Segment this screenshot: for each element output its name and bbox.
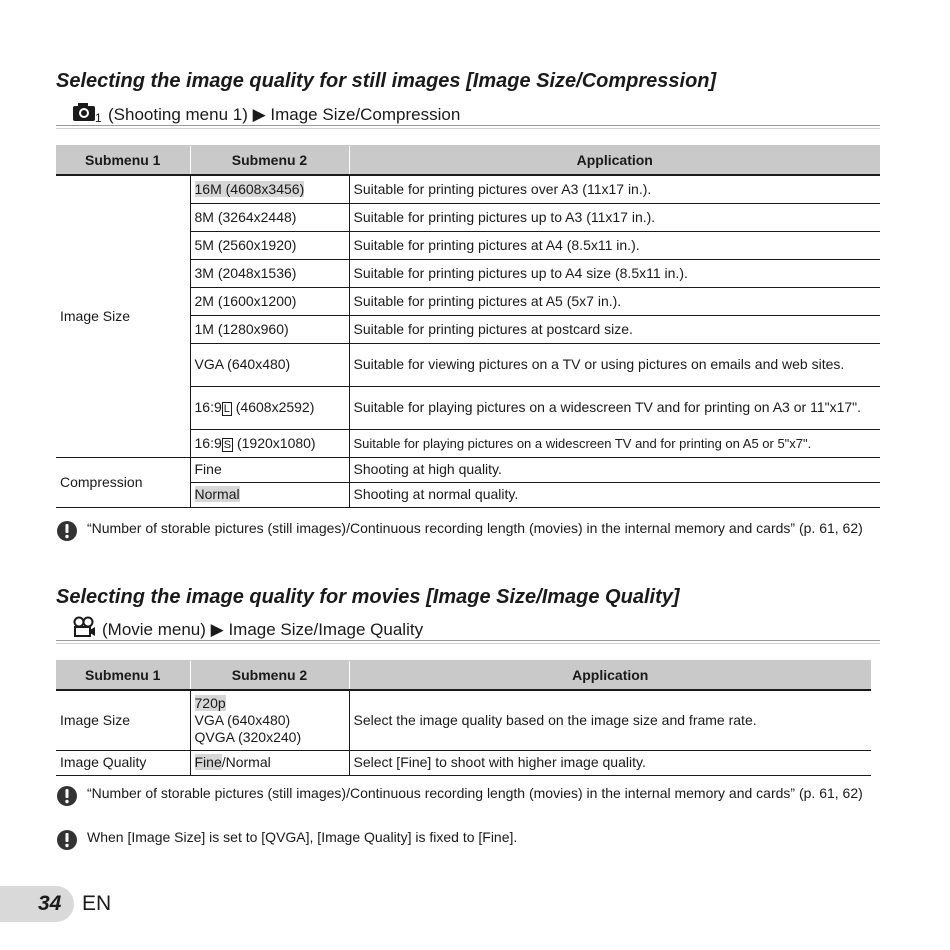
table-header-row: [56, 146, 880, 176]
menu-path-text: (Movie menu) ▶ Image Size/Image Quality: [102, 620, 424, 639]
submenu2-cell: 8M (3264x2448): [190, 203, 349, 231]
header-submenu2: Submenu 2: [190, 661, 349, 691]
header-submenu1: Submenu 1: [56, 146, 190, 176]
application-cell: Suitable for viewing pictures on a TV or using pictures on emails and web sites.: [349, 343, 880, 386]
section-title-still: Selecting the image quality for still images [Image Size/Compression]: [56, 70, 717, 92]
default-option-highlight: Normal: [194, 486, 240, 502]
camera-icon: [72, 101, 102, 128]
language-code: EN: [82, 892, 112, 915]
menu-path-shooting: [56, 101, 880, 131]
submenu2-cell: VGA (640x480): [190, 343, 349, 386]
application-cell: Suitable for printing pictures up to A3 (11x17 in.).: [349, 203, 880, 231]
note-text: “Number of storable pictures (still images)/Continuous recording length (movies) in the internal memory and cards” (p. 61, 62): [87, 785, 863, 801]
submenu2-cell: 2M (1600x1200): [190, 287, 349, 315]
submenu2-cell: Fine: [190, 457, 349, 482]
exclamation-icon: [56, 520, 78, 542]
submenu2-cell: [190, 482, 349, 507]
section-title-movies: Selecting the image quality for movies [Image Size/Image Quality]: [56, 586, 680, 608]
table-row: [56, 750, 871, 775]
note-text: “Number of storable pictures (still images)/Continuous recording length (movies) in the internal memory and cards” (p. 61, 62): [87, 520, 863, 536]
submenu2-cell: [190, 175, 349, 203]
submenu1-image-size: Image Size: [56, 690, 190, 750]
submenu2-cell: 720p VGA (640x480) QVGA (320x240): [190, 690, 349, 750]
application-cell: Shooting at normal quality.: [349, 482, 880, 507]
submenu2-cell: 16:9 L (4608x2592): [190, 386, 349, 429]
application-cell: Suitable for playing pictures on a widescreen TV and for printing on A3 or 11"x17".: [349, 386, 880, 429]
menu-path-text: (Shooting menu 1) ▶ Image Size/Compression: [108, 105, 461, 124]
header-application: Application: [349, 146, 880, 176]
header-submenu2: Submenu 2: [190, 146, 349, 176]
application-cell: Select [Fine] to shoot with higher image quality.: [349, 750, 871, 775]
application-cell: Suitable for playing pictures on a widescreen TV and for printing on A5 or 5"x7".: [349, 429, 880, 457]
application-cell: Suitable for printing pictures at postcard size.: [349, 315, 880, 343]
note-text: When [Image Size] is set to [QVGA], [Image Quality] is fixed to [Fine].: [87, 829, 518, 845]
application-cell: Suitable for printing pictures at A5 (5x7 in.).: [349, 287, 880, 315]
default-option-highlight: Fine: [194, 754, 222, 770]
default-option-highlight: 720p: [194, 694, 226, 711]
page-number-badge: [0, 886, 74, 922]
widescreen-large-icon: L: [223, 403, 230, 415]
menu-path-movie: [56, 616, 880, 646]
submenu2-cell: 16:9 S (1920x1080): [190, 429, 349, 457]
submenu2-cell: 3M (2048x1536): [190, 259, 349, 287]
application-cell: Select the image quality based on the image size and frame rate.: [349, 690, 871, 750]
widescreen-small-icon: S: [223, 438, 232, 451]
table-row: [56, 175, 880, 203]
table-row: [56, 457, 880, 482]
submenu1-image-size: Image Size: [56, 175, 190, 457]
note-qvga-fixed: [56, 829, 876, 846]
movie-quality-table: [56, 660, 871, 776]
table-header-row: [56, 661, 871, 691]
submenu2-cell: 5M (2560x1920): [190, 231, 349, 259]
exclamation-icon: [56, 829, 78, 851]
movie-camera-icon: [72, 616, 96, 643]
header-submenu1: Submenu 1: [56, 661, 190, 691]
table-row: [56, 690, 871, 750]
submenu2-cell: 1M (1280x960): [190, 315, 349, 343]
application-cell: Suitable for printing pictures up to A4 size (8.5x11 in.).: [349, 259, 880, 287]
still-quality-table: [56, 145, 880, 508]
submenu1-image-quality: Image Quality: [56, 750, 190, 775]
menu-number: 1: [95, 111, 102, 123]
default-option-highlight: 16M (4608x3456): [194, 180, 305, 197]
application-cell: Suitable for printing pictures over A3 (11x17 in.).: [349, 175, 880, 203]
note-storable-pictures: [56, 520, 876, 537]
page-number: 34: [38, 892, 62, 915]
application-cell: Shooting at high quality.: [349, 457, 880, 482]
header-application: Application: [349, 661, 871, 691]
submenu2-cell: Fine/Normal: [190, 750, 349, 775]
submenu1-compression: Compression: [56, 457, 190, 507]
note-storable-pictures: [56, 785, 876, 802]
exclamation-icon: [56, 785, 78, 807]
application-cell: Suitable for printing pictures at A4 (8.5x11 in.).: [349, 231, 880, 259]
